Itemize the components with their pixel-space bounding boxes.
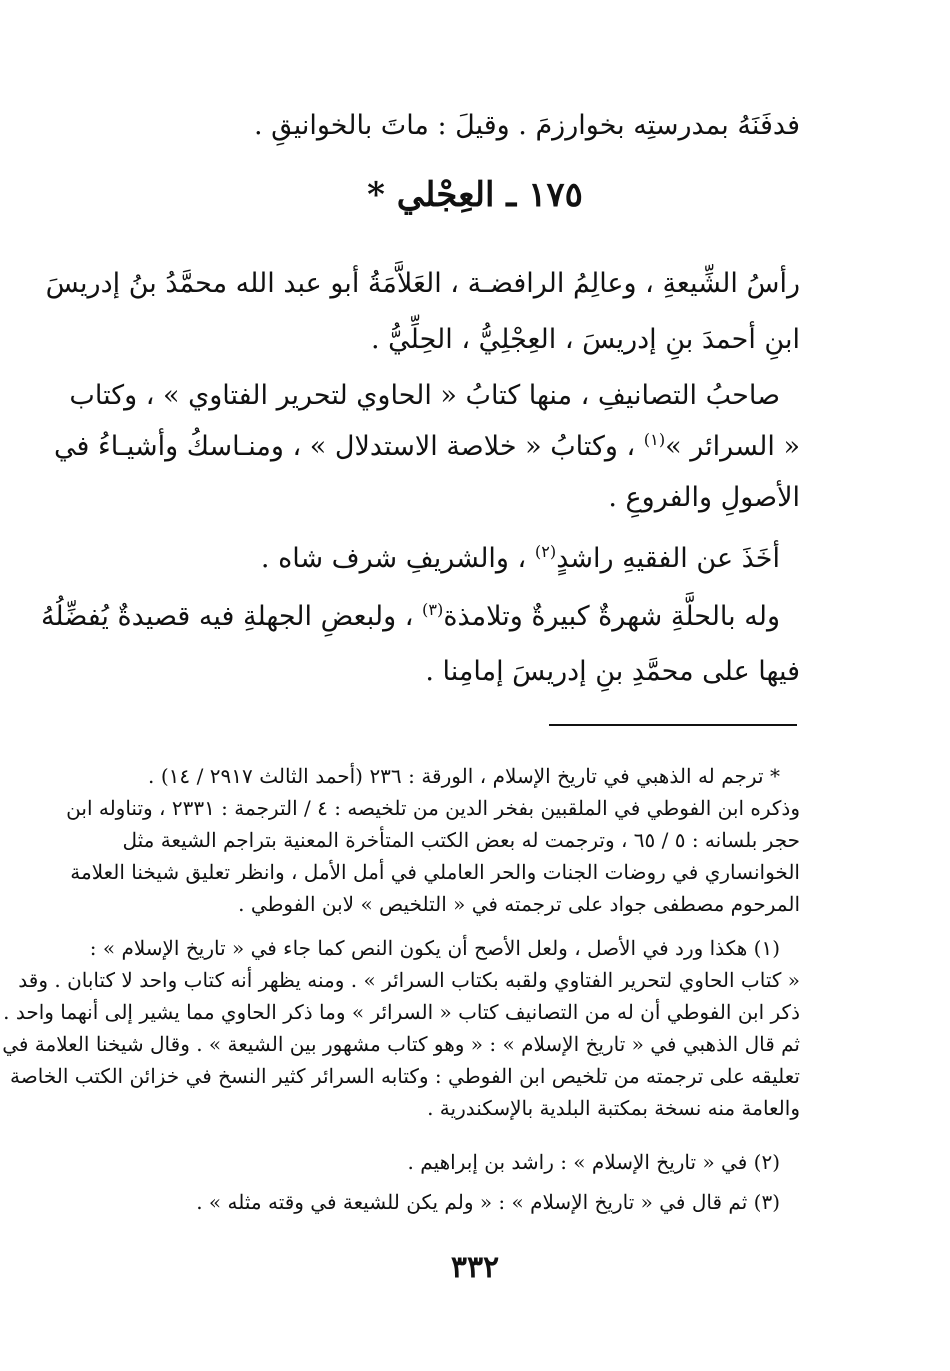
fn1-line4: ثم قال الذهبي في « تاريخ الإسلام » : « وهو كتاب مشهور بين الشيعة » . وقال شيخنا العلامة في <box>2 1032 800 1056</box>
bio-p4-start: وله بالحلَّةِ شهرةٌ كبيرةٌ وتلامذة <box>443 601 780 632</box>
fn-star-line1: * ترجم له الذهبي في تاريخ الإسلام ، الورقة : ٢٣٦ (أحمد الثالث ٢٩١٧ / ١٤) . <box>148 764 780 788</box>
top-line: فدفَنَهُ بمدرستِه بخوارزمَ . وقيلَ : ماتَ بالخوانيقِ . <box>254 110 800 141</box>
bio-p2-line3: الأصولِ والفروعِ . <box>608 482 800 513</box>
bio-p4-mid: ، ولبعضِ الجهلةِ فيه قصيدةٌ يُفضِّلُهُ <box>40 601 422 632</box>
page-number: ٣٣٢ <box>450 1250 500 1285</box>
bio-p4-line1 <box>40 600 780 632</box>
fn-star-line3: حجر بلسانه : ٥ / ٦٥ ، وترجمت له بعض الكتب المتأخرة المعنية بتراجم الشيعة مثل <box>122 828 800 852</box>
fn1-line3: ذكر ابن الفوطي أن له من التصانيف كتاب « السرائر » وما ذكر الحاوي مما يشير إلى أنهما واحد . <box>3 1000 800 1024</box>
fn-star-line4: الخوانساري في روضات الجنات والحر العاملي في أمل الأمل ، وانظر تعليق شيخنا العلامة <box>70 860 800 884</box>
bio-p2-line1: صاحبُ التصانيفِ ، منها كتابُ « الحاوي لتحرير الفتاوي » ، وكتاب <box>69 380 780 411</box>
bio-p1-line2: ابنِ أحمدَ بنِ إدريسَ ، العِجْلِيُّ ، الحِلِّيُّ . <box>370 324 800 355</box>
fn1-line1: (١) هكذا ورد في الأصل ، ولعل الأصح أن يكون النص كما جاء في « تاريخ الإسلام » : <box>89 936 780 960</box>
bio-p2-line2 <box>54 430 800 462</box>
fn3: (٣) ثم قال في « تاريخ الإسلام » : « ولم يكن للشيعة في وقته مثله » . <box>196 1190 780 1214</box>
sarair-title: « السرائر » <box>665 431 800 462</box>
fn1-line5: تعليقه على ترجمته من تلخيص ابن الفوطي : وكتابه السرائر كثير النسخ في خزائن الكتب الخاصة <box>10 1064 800 1088</box>
bio-p2-line2-rest: ، وكتابُ « خلاصة الاستدلال » ، ومنـاسكُ وأشيـاءُ في <box>54 431 644 462</box>
bio-p3-end: ، والشريفِ شرف شاه . <box>260 543 535 574</box>
bio-p3-start: أخَذَ عن الفقيهِ راشدٍ <box>556 543 780 574</box>
fn2: (٢) في « تاريخ الإسلام » : راشد بن إبراهيم . <box>407 1150 780 1174</box>
footnote-separator <box>549 724 797 726</box>
footnote-ref-1: (١) <box>643 430 666 449</box>
bio-p4-line2: فيها على محمَّدِ بنِ إدريسَ إمامِنا . <box>425 656 800 687</box>
fn-star-line5: المرحوم مصطفى جواد على ترجمته في « التلخيص » لابن الفوطي . <box>238 892 800 916</box>
footnote-ref-3: (٣) <box>422 600 444 619</box>
entry-heading: ١٧٥ ـ العِجْلي * <box>367 175 583 215</box>
bio-p3 <box>261 542 780 574</box>
bio-p1-line1: رأسُ الشِّيعةِ ، وعالِمُ الرافضـة ، العَلاَّمَةُ أبو عبد الله محمَّدُ بنُ إدريسَ <box>45 268 800 299</box>
fn1-line2: « كتاب الحاوي لتحرير الفتاوي ولقبه بكتاب السرائر » . ومنه يظهر أنه كتاب واحد لا كتابان . وقد <box>18 968 800 992</box>
footnote-ref-2: (٢) <box>534 542 557 561</box>
fn-star-line2: وذكره ابن الفوطي في الملقبين بفخر الدين من تلخيصه : ٤ / الترجمة : ٢٣٣١ ، وتناوله ابن <box>66 796 800 820</box>
fn1-line6: والعامة منه نسخة بمكتبة البلدية بالإسكندرية . <box>427 1096 800 1120</box>
